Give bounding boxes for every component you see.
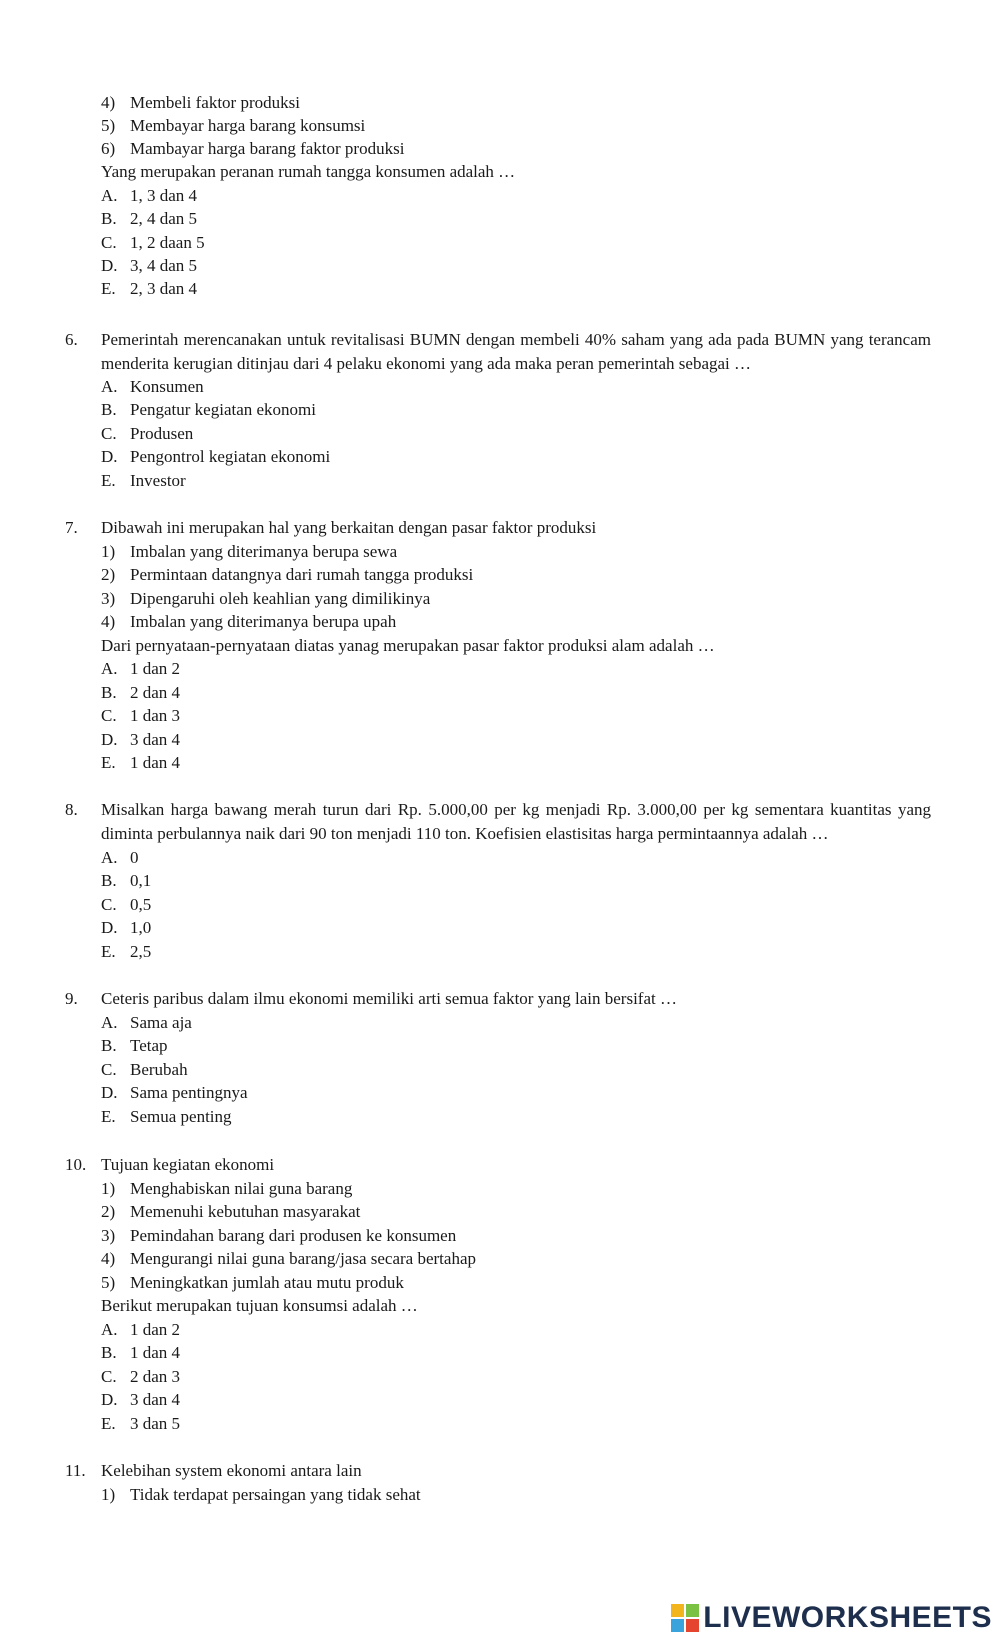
logo-square xyxy=(686,1604,699,1617)
logo-square xyxy=(686,1619,699,1632)
question-text: Dibawah ini merupakan hal yang berkaitan dengan pasar faktor produksi xyxy=(101,518,597,537)
brand-name: LIVEWORKSHEETS xyxy=(703,1601,992,1634)
question-prompt: Dari pernyataan-pernyataan diatas yanag merupakan pasar faktor produksi alam adalah … xyxy=(101,636,715,655)
question-prompt: Yang merupakan peranan rumah tangga konsumen adalah … xyxy=(101,162,516,181)
question-number: 8. xyxy=(65,800,78,819)
liveworksheets-brand xyxy=(671,1601,992,1635)
question-text: Misalkan harga bawang merah turun dari Rp. 5.000,00 per kg menjadi Rp. 3.000,00 per kg sementara kuantitas yang diminta perbulannya naik dari 90 ton menjadi 110 ton. Koefisien elastisitas harga permintaannya adalah … xyxy=(101,800,931,843)
question-text: Ceteris paribus dalam ilmu ekonomi memiliki arti semua faktor yang lain bersifat … xyxy=(101,989,677,1008)
logo-square xyxy=(671,1619,684,1632)
logo-square xyxy=(671,1604,684,1617)
worksheet-page: 4) Membeli faktor produksi 5) Membayar harga barang konsumsi 6) Mambayar harga barang faktor produksi Yang merupakan peranan rumah tangga konsumen adalah … A. 1, 3 dan 4 B. 2, 4 dan 5 C. 1, 2 daan 5 D. 3, 4 dan 5 E. 2, 3 dan 4 6. Pemerintah merencanakan untuk revitalisasi BUMN dengan membeli 40% saham yang ada pada BUMN yang terancam menderita kerugian ditinjau dari 4 pelaku ekonomi yang ada maka peran pemerintah sebagai … A. Konsumen B. Pengatur kegiatan ekonomi C. Produsen D. Pengontrol kegiatan ekonomi E. Investor 7. Dibawah ini merupakan hal yang berkaitan dengan pasar faktor produksi 1) Imbalan yang diterimanya berupa sewa 2) Permintaan datangnya dari rumah tangga produksi 3) Dipengaruhi oleh keahlian yang dimilikinya 4) Imbalan yang diterimanya berupa upah Dari pernyataan-pernyataan diatas yanag merupakan pasar faktor produksi alam adalah … A. 1 dan 2 B. 2 dan 4 C. 1 dan 3 D. 3 dan 4 E. 1 dan 4 8. Misalkan harga bawang merah turun dari Rp. 5.000,00 per kg menjadi Rp. 3.000,00 per kg sementara kuantitas yang diminta perbulannya naik dari 90 ton menjadi 110 ton. Koefisien elastisitas harga permintaannya adalah … A. 0 B. 0,1 C. 0,5 D. 1,0 E. 2,5 9. Ceteris paribus dalam ilmu ekonomi memiliki arti semua faktor yang lain bersifat … A. Sama aja B. Tetap C. Berubah D. Sama pentingnya E. Semua penting 10. Tujuan kegiatan ekonomi 1) Menghabiskan nilai guna barang 2) Memenuhi kebutuhan masyarakat 3) Pemindahan barang dari produsen ke konsumen 4) Mengurangi nilai guna barang/jasa secara bertahap 5) Meningkatkan jumlah atau mutu produk Berikut merupakan tujuan konsumsi adalah … A. 1 dan 2 B. 1 dan 4 C. 2 dan 3 D. 3 dan 4 E. 3 dan 5 11. Kelebihan system ekonomi antara lain 1) Tidak terdapat persaingan yang tidak sehat LIVEWORKSHEETS xyxy=(65,93,992,1634)
question-number: 9. xyxy=(65,989,78,1008)
question-prompt: Berikut merupakan tujuan konsumsi adalah … xyxy=(101,1296,418,1315)
question-text: Tujuan kegiatan ekonomi xyxy=(101,1155,275,1174)
liveworksheets-logo-icon xyxy=(671,1604,699,1632)
question-number: 7. xyxy=(65,518,78,537)
question-text: Kelebihan system ekonomi antara lain xyxy=(101,1461,362,1480)
question-number: 6. xyxy=(65,330,78,349)
question-text: Pemerintah merencanakan untuk revitalisasi BUMN dengan membeli 40% saham yang ada pada BUMN yang terancam menderita kerugian ditinjau dari 4 pelaku ekonomi yang ada maka peran pemerintah sebagai … xyxy=(101,330,931,373)
question-number: 10. xyxy=(65,1155,87,1174)
question-number: 11. xyxy=(65,1461,86,1480)
